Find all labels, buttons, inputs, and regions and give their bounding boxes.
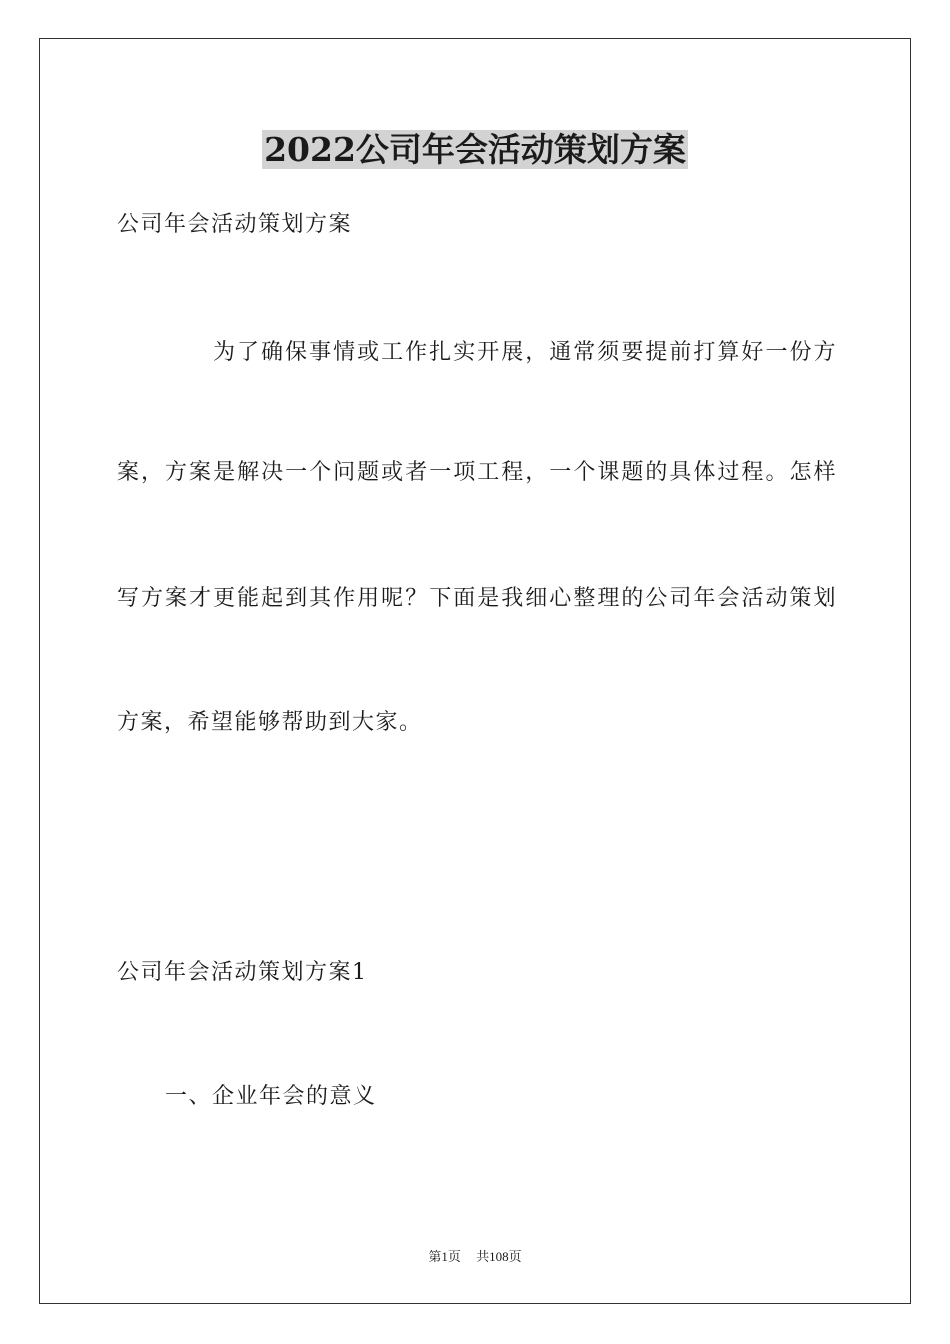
page-total: 共108页: [476, 1249, 522, 1264]
intro-line-1: 为了确保事情或工作扎实开展，通常须要提前打算好一份方: [213, 340, 837, 365]
page-number: 第1页: [428, 1249, 461, 1264]
section-heading: 公司年会活动策划方案1: [117, 960, 368, 985]
document-title-text: 2022公司年会活动策划方案: [264, 130, 686, 169]
document-subtitle: 公司年会活动策划方案: [117, 212, 353, 237]
document-title: [0, 128, 950, 172]
intro-line-3: 写方案才更能起到其作用呢？下面是我细心整理的公司年会活动策划: [117, 586, 837, 611]
section-item: 一、企业年会的意义: [165, 1084, 377, 1109]
intro-line-2: 案，方案是解决一个问题或者一项工程，一个课题的具体过程。怎样: [117, 460, 837, 485]
page-footer: [0, 1248, 950, 1266]
intro-line-4: 方案，希望能够帮助到大家。: [117, 710, 423, 735]
